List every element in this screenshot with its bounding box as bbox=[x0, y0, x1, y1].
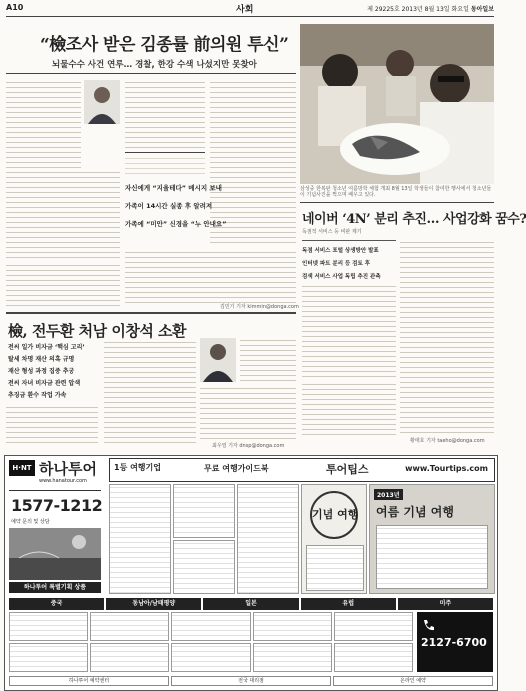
table-cell[interactable] bbox=[171, 612, 250, 641]
paper-name: 동아일보 bbox=[470, 6, 494, 13]
second-text-col3b bbox=[200, 386, 296, 440]
stamp-text: 기념 여행 bbox=[310, 491, 358, 539]
pullquote-text bbox=[125, 156, 205, 178]
footer-tab[interactable]: 온라인 예약 bbox=[333, 676, 493, 686]
pull-line-3: 가족에 “미안” 신경을 “누 안내요” bbox=[125, 220, 227, 228]
bullet-5: 추징금 환수 작업 가속 bbox=[8, 392, 67, 399]
bullet-2: 탈세 차명 재산 의혹 규명 bbox=[8, 356, 75, 363]
photo-story-caption: 삼성중 한복판 청소년 여름방학 체험 개최 8월 13일 학생들이 참여한 행사에서 청소년들이 기념사진을 찍으며 배우고 있다. bbox=[300, 186, 492, 198]
issue-date: 제 29225호 2013년 8월 13일 화요일 bbox=[367, 6, 469, 13]
tab-america[interactable]: 미주 bbox=[398, 598, 493, 610]
nis-text-col1b bbox=[302, 382, 396, 435]
nis-rule bbox=[300, 202, 494, 203]
hanatour-phone-note: 예약 문의 및 상담 bbox=[11, 519, 50, 525]
nis-headline: 네이버 ‘4N’ 분리 추진… 사업강화 꿈수? bbox=[302, 212, 526, 227]
page-number: A10 bbox=[6, 3, 24, 12]
table-cell[interactable] bbox=[334, 643, 413, 672]
product-tile[interactable] bbox=[237, 484, 299, 594]
students-activity-photo bbox=[300, 24, 494, 184]
lead-pullquote-box bbox=[125, 152, 227, 248]
section-name: 사회 bbox=[236, 5, 254, 15]
nis-kicker: 독점적 서비스 등 비판 제기 bbox=[302, 229, 362, 235]
tourtips-banner bbox=[109, 458, 495, 482]
table-cell[interactable] bbox=[253, 643, 332, 672]
lead-text-col2a bbox=[125, 80, 205, 148]
table-cell[interactable] bbox=[90, 643, 169, 672]
beach-scene-icon bbox=[9, 528, 101, 580]
person-portrait-icon bbox=[200, 338, 236, 382]
tourtips-phone[interactable]: 2127-6700 bbox=[421, 636, 487, 649]
table-cell[interactable] bbox=[171, 643, 250, 672]
table-cell[interactable] bbox=[253, 612, 332, 641]
product-tile[interactable] bbox=[173, 540, 235, 594]
second-text-col3a bbox=[240, 338, 296, 382]
product-tile[interactable] bbox=[109, 484, 171, 594]
second-portrait-photo bbox=[200, 338, 236, 382]
product-tile[interactable] bbox=[173, 484, 235, 538]
lead-text-col1b bbox=[6, 170, 120, 260]
nis-text-col1 bbox=[302, 284, 396, 379]
second-text-col2 bbox=[104, 340, 196, 447]
tab-china[interactable]: 중국 bbox=[9, 598, 104, 610]
second-headline: 檢, 전두환 처남 이창석 소환 bbox=[8, 322, 187, 340]
pull-line-1: 자신에게 “지울테다” 메시지 보내 bbox=[125, 184, 222, 192]
product-mosaic bbox=[109, 484, 493, 594]
seasonal-details bbox=[376, 525, 488, 589]
year-badge: 2013년 bbox=[374, 489, 403, 500]
travel-advertisement bbox=[4, 455, 498, 691]
photo-story-image bbox=[300, 24, 494, 184]
lead-subhead: 뇌물수수 사건 연루… 경찰, 한강 수색 나섰지만 못찾아 bbox=[52, 60, 257, 70]
nis-line-3: 검색 서비스 사업 독립 추진 관측 bbox=[302, 274, 381, 280]
bullet-1: 전씨 일가 비자금 ‘핵심 고리’ bbox=[8, 344, 85, 351]
bullet-3: 재산 형성 과정 집중 추궁 bbox=[8, 368, 75, 375]
second-text-col1 bbox=[6, 405, 98, 447]
hanatour-special[interactable]: 하나투어 특별기획 상품 bbox=[9, 582, 101, 593]
table-cell[interactable] bbox=[334, 612, 413, 641]
lead-headline: “檢조사 받은 김종률 前의원 투신” bbox=[40, 35, 289, 55]
footer-tab[interactable]: 하나투어 예약센터 bbox=[9, 676, 169, 686]
tab-southeast-asia[interactable]: 동남아/남태평양 bbox=[106, 598, 201, 610]
hanatour-divider bbox=[9, 490, 101, 491]
lead-text-col1c bbox=[6, 263, 120, 308]
bullet-4: 전씨 자녀 비자금 관련 압색 bbox=[8, 380, 81, 387]
ad-footer bbox=[9, 676, 493, 686]
tourtips-brand: 투어팁스 bbox=[326, 463, 369, 476]
lead-portrait-photo bbox=[84, 80, 120, 124]
pull-line-2: 가족이 14시간 실종 후 알려져 bbox=[125, 202, 213, 210]
footer-tab[interactable]: 전국 대리점 bbox=[171, 676, 331, 686]
category-tabs bbox=[9, 598, 493, 610]
phone-icon bbox=[421, 618, 435, 632]
nis-byline: 황태호 기자 taeho@donga.com bbox=[410, 438, 485, 444]
nis-line-2: 인터넷 파트 분리 등 검토 후 bbox=[302, 261, 371, 267]
table-cell[interactable] bbox=[9, 612, 88, 641]
tourtips-url[interactable]: www.Tourtips.com bbox=[405, 464, 488, 473]
hanatour-brand: 하나투어 bbox=[39, 460, 97, 478]
tourtips-phone-box bbox=[417, 612, 493, 672]
table-cell[interactable] bbox=[9, 643, 88, 672]
seasonal-feature-tile bbox=[369, 484, 495, 594]
featured-details bbox=[306, 545, 364, 591]
product-table bbox=[9, 612, 413, 672]
hanatour-block bbox=[5, 456, 105, 594]
lead-text-col1a bbox=[6, 80, 81, 170]
tourtips-tagline: 1등 여행기업 bbox=[114, 463, 161, 472]
second-rule bbox=[6, 312, 296, 314]
second-byline: 최우열 기자 dnsp@donga.com bbox=[212, 443, 285, 449]
table-cell[interactable] bbox=[90, 612, 169, 641]
lead-byline: 김민기 기자 kimmin@donga.com bbox=[220, 304, 299, 310]
person-portrait-icon bbox=[84, 80, 120, 124]
featured-stamp-tile bbox=[301, 484, 367, 594]
second-bullets bbox=[8, 342, 100, 402]
tab-japan[interactable]: 일본 bbox=[203, 598, 298, 610]
nis-text-col2 bbox=[400, 240, 494, 435]
tourtips-middle: 무료 여행가이드북 bbox=[204, 464, 269, 473]
seasonal-headline: 여름 기념 여행 bbox=[376, 505, 454, 519]
nis-pull-box bbox=[302, 240, 396, 280]
nis-line-1: 독점 서비스 포털 상생방안 발표 bbox=[302, 248, 379, 254]
hanatour-banner-image bbox=[9, 528, 101, 580]
tab-europe[interactable]: 유럽 bbox=[301, 598, 396, 610]
hanatour-phone[interactable]: 1577-1212 bbox=[11, 496, 103, 515]
lead-text-bottom bbox=[125, 250, 296, 305]
issue-info bbox=[367, 4, 494, 13]
page-header bbox=[6, 2, 494, 17]
hanatour-url[interactable]: www.hanatour.com bbox=[39, 478, 87, 484]
lead-rule bbox=[6, 73, 296, 74]
hanatour-logo-mark: H·NT bbox=[9, 460, 35, 476]
